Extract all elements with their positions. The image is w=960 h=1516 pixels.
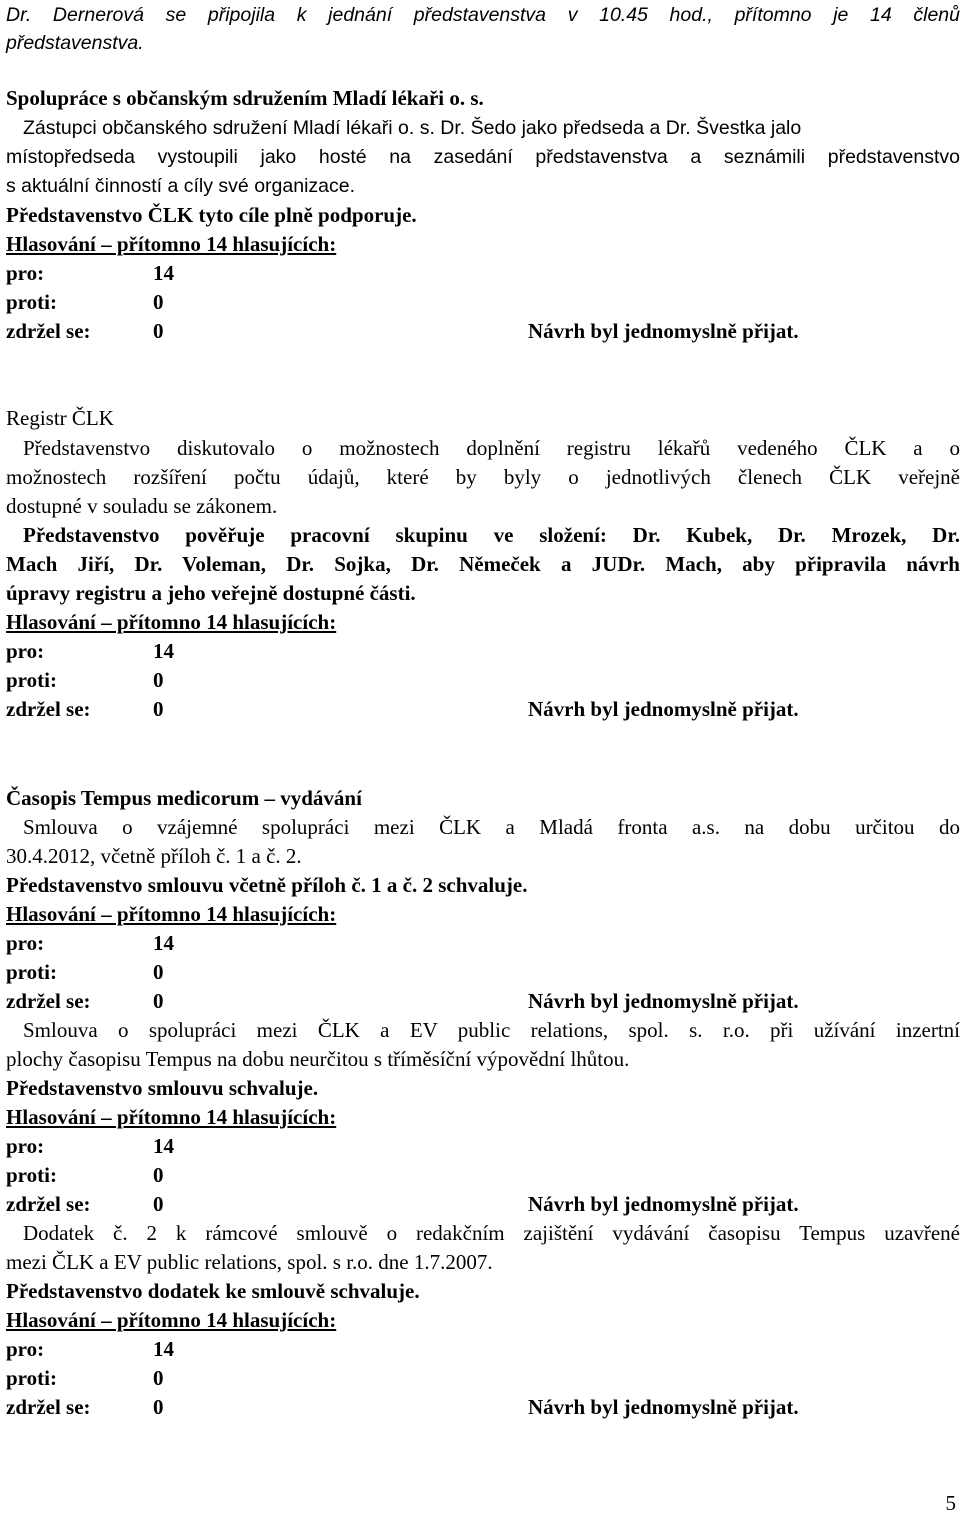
vote-row-proti — [6, 1365, 960, 1394]
vote-pro-label: pro: — [6, 1337, 45, 1361]
vote-row-pro — [6, 638, 960, 667]
vote-row-zdrzel — [6, 1191, 960, 1220]
section3-item2-line-2: plochy časopisu Tempus na dobu neurčitou s tříměsíční výpovědní lhůtou. — [6, 1047, 630, 1071]
section1-text-line-1: Zástupci občanského sdružení Mladí lékaři o. s. Dr. Šedo jako předseda a Dr. Švestka jalo — [23, 117, 802, 139]
section1-text-line-2: místopředseda vystoupili jako hosté na zasedání představenstva a seznámili představenstvo — [6, 146, 960, 168]
vote-proti-label: proti: — [6, 1366, 57, 1390]
section2-text-line-3: dostupné v souladu se zákonem. — [6, 494, 278, 518]
section3-item1-resolution: Představenstvo smlouvu včetně příloh č. 1 a č. 2 schvaluje. — [6, 873, 528, 897]
section3-item1-line-2: 30.4.2012, včetně příloh č. 1 a č. 2. — [6, 844, 302, 868]
vote-row-proti — [6, 289, 960, 318]
vote-result: Návrh byl jednomyslně přijat. — [528, 319, 799, 343]
vote-row-proti — [6, 959, 960, 988]
vote-result: Návrh byl jednomyslně přijat. — [528, 1395, 799, 1419]
vote-zdrzel-value: 0 — [153, 319, 164, 343]
vote-row-proti — [6, 1162, 960, 1191]
vote-pro-value: 14 — [153, 1337, 174, 1361]
section3-item3-line-1: Dodatek č. 2 k rámcové smlouvě o redakčním zajištění vydávání časopisu Tempus uzavřené — [23, 1221, 960, 1245]
vote-header: Hlasování – přítomno 14 hlasujících: — [6, 1105, 337, 1129]
section1-resolution: Představenstvo ČLK tyto cíle plně podporuje. — [6, 203, 417, 227]
vote-zdrzel-label: zdržel se: — [6, 1395, 91, 1419]
vote-header: Hlasování – přítomno 14 hlasujících: — [6, 902, 337, 926]
section3-item2-resolution: Představenstvo smlouvu schvaluje. — [6, 1076, 319, 1100]
vote-header: Hlasování – přítomno 14 hlasujících: — [6, 1308, 337, 1332]
section1-text-line-3: s aktuální činností a cíly své organizace. — [6, 175, 356, 197]
vote-row-pro — [6, 930, 960, 959]
vote-header: Hlasování – přítomno 14 hlasujících: — [6, 232, 337, 256]
vote-pro-label: pro: — [6, 931, 45, 955]
vote-zdrzel-label: zdržel se: — [6, 1192, 91, 1216]
vote-row-zdrzel — [6, 988, 960, 1017]
vote-proti-label: proti: — [6, 668, 57, 692]
intro-line-1: Dr. Dernerová se připojila k jednání představenstva v 10.45 hod., přítomno je 14 členů — [6, 4, 960, 26]
section-title-cooperation: Spolupráce s občanským sdružením Mladí lékaři o. s. — [6, 86, 484, 110]
vote-result: Návrh byl jednomyslně přijat. — [528, 697, 799, 721]
vote-zdrzel-value: 0 — [153, 697, 164, 721]
vote-zdrzel-label: zdržel se: — [6, 989, 91, 1013]
section-title-registry: Registr ČLK — [6, 406, 114, 430]
vote-proti-value: 0 — [153, 1163, 164, 1187]
vote-header: Hlasování – přítomno 14 hlasujících: — [6, 610, 337, 634]
vote-proti-value: 0 — [153, 290, 164, 314]
vote-zdrzel-value: 0 — [153, 1192, 164, 1216]
section3-item1-line-1: Smlouva o vzájemné spolupráci mezi ČLK a Mladá fronta a.s. na dobu určitou do — [23, 815, 960, 839]
section2-resolution-line-3: úpravy registru a jeho veřejně dostupné části. — [6, 581, 416, 605]
vote-row-zdrzel — [6, 318, 960, 347]
vote-zdrzel-value: 0 — [153, 1395, 164, 1419]
page-number: 5 — [945, 1491, 956, 1515]
vote-proti-label: proti: — [6, 1163, 57, 1187]
vote-row-pro — [6, 1336, 960, 1365]
vote-zdrzel-value: 0 — [153, 989, 164, 1013]
vote-row-proti — [6, 667, 960, 696]
vote-row-zdrzel — [6, 696, 960, 725]
section2-resolution-line-2: Mach Jiří, Dr. Voleman, Dr. Sojka, Dr. Němeček a JUDr. Mach, aby připravila návrh — [6, 552, 960, 576]
vote-result: Návrh byl jednomyslně přijat. — [528, 989, 799, 1013]
section3-item3-line-2: mezi ČLK a EV public relations, spol. s r.o. dne 1.7.2007. — [6, 1250, 493, 1274]
section2-resolution-line-1: Představenstvo pověřuje pracovní skupinu ve složení: Dr. Kubek, Dr. Mrozek, Dr. — [23, 523, 960, 547]
vote-pro-label: pro: — [6, 261, 45, 285]
intro-line-2: představenstva. — [6, 32, 144, 54]
vote-zdrzel-label: zdržel se: — [6, 319, 91, 343]
vote-pro-label: pro: — [6, 639, 45, 663]
vote-row-zdrzel — [6, 1394, 960, 1423]
vote-zdrzel-label: zdržel se: — [6, 697, 91, 721]
vote-proti-label: proti: — [6, 290, 57, 314]
vote-pro-value: 14 — [153, 639, 174, 663]
vote-pro-value: 14 — [153, 1134, 174, 1158]
section2-text-line-1: Představenstvo diskutovalo o možnostech doplnění registru lékařů vedeného ČLK a o — [23, 436, 960, 460]
vote-proti-value: 0 — [153, 1366, 164, 1390]
vote-pro-value: 14 — [153, 261, 174, 285]
section3-item3-resolution: Představenstvo dodatek ke smlouvě schvaluje. — [6, 1279, 420, 1303]
vote-row-pro — [6, 1133, 960, 1162]
vote-pro-label: pro: — [6, 1134, 45, 1158]
vote-pro-value: 14 — [153, 931, 174, 955]
vote-row-pro — [6, 260, 960, 289]
section2-text-line-2: možnostech rozšíření počtu údajů, které by byly o jednotlivých členech ČLK veřejně — [6, 465, 960, 489]
vote-proti-value: 0 — [153, 960, 164, 984]
section-title-tempus: Časopis Tempus medicorum – vydávání — [6, 786, 362, 810]
vote-result: Návrh byl jednomyslně přijat. — [528, 1192, 799, 1216]
section3-item2-line-1: Smlouva o spolupráci mezi ČLK a EV public relations, spol. s. r.o. při užívání inzertní — [23, 1018, 960, 1042]
vote-proti-label: proti: — [6, 960, 57, 984]
vote-proti-value: 0 — [153, 668, 164, 692]
